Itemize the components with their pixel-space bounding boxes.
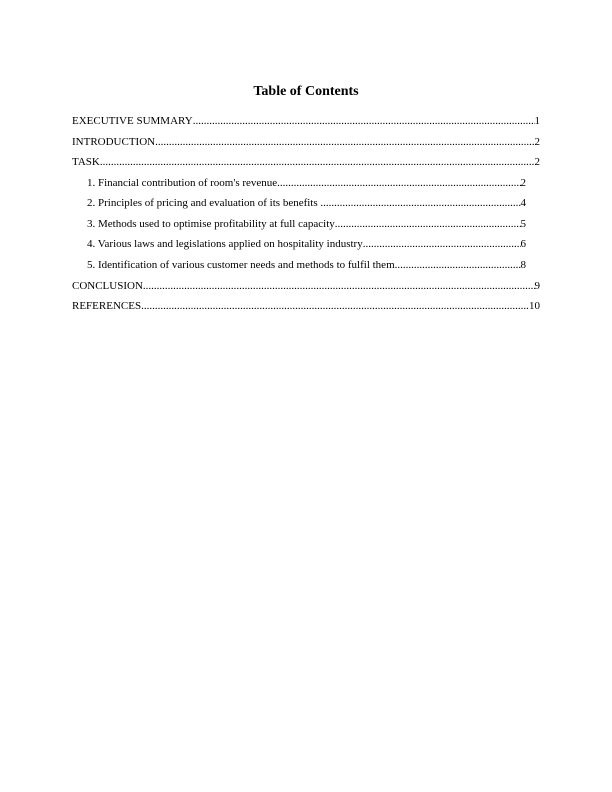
dot-leader xyxy=(155,136,534,149)
toc-title: Table of Contents xyxy=(253,84,359,99)
toc-entry-page-number: 1 xyxy=(534,115,540,127)
toc-entry-page-number: 2 xyxy=(534,136,540,148)
toc-entry-label: 3. Methods used to optimise profitability at full capacity xyxy=(87,218,335,230)
dot-leader xyxy=(320,197,520,210)
toc-entry-label: CONCLUSION xyxy=(72,280,143,292)
dot-leader xyxy=(363,238,521,251)
toc-entry-page-number: 4 xyxy=(520,197,526,209)
dot-leader xyxy=(100,156,535,169)
toc-entry-label: REFERENCES xyxy=(72,300,142,312)
dot-leader xyxy=(277,177,520,190)
toc-entry-label: 4. Various laws and legislations applied on hospitality industry xyxy=(87,238,363,250)
toc-entry-label: 5. Identification of various customer needs and methods to fulfil them xyxy=(87,259,395,271)
toc-entry-label: TASK xyxy=(72,156,100,168)
toc-entry-task-4[interactable] xyxy=(87,238,526,251)
toc-entry-conclusion[interactable] xyxy=(72,280,540,293)
toc-entry-page-number: 9 xyxy=(534,280,540,292)
toc-entry-references[interactable] xyxy=(72,300,540,313)
toc-entry-task-2[interactable] xyxy=(87,197,526,210)
dot-leader xyxy=(141,300,529,313)
toc-entry-introduction[interactable] xyxy=(72,136,540,149)
dot-leader xyxy=(335,218,521,231)
toc-entry-page-number: 6 xyxy=(520,238,526,250)
toc-entry-label: EXECUTIVE SUMMARY xyxy=(72,115,193,127)
toc-entry-task-1[interactable] xyxy=(87,177,526,190)
toc-entry-executive-summary[interactable] xyxy=(72,115,540,128)
toc-entry-task[interactable] xyxy=(72,156,540,169)
toc-entry-page-number: 10 xyxy=(529,300,540,312)
toc-entry-label: 2. Principles of pricing and evaluation of its benefits xyxy=(87,197,321,209)
toc-entry-page-number: 8 xyxy=(520,259,526,271)
dot-leader xyxy=(143,280,535,293)
toc-entry-page-number: 2 xyxy=(534,156,540,168)
dot-leader xyxy=(395,259,521,272)
toc-entry-label: INTRODUCTION xyxy=(72,136,156,148)
dot-leader xyxy=(193,115,535,128)
toc-entry-label: 1. Financial contribution of room's revenue xyxy=(87,177,278,189)
toc-entry-task-3[interactable] xyxy=(87,218,526,231)
toc-entry-page-number: 2 xyxy=(520,177,526,189)
toc-entry-page-number: 5 xyxy=(520,218,526,230)
toc-entry-task-5[interactable] xyxy=(87,259,526,272)
